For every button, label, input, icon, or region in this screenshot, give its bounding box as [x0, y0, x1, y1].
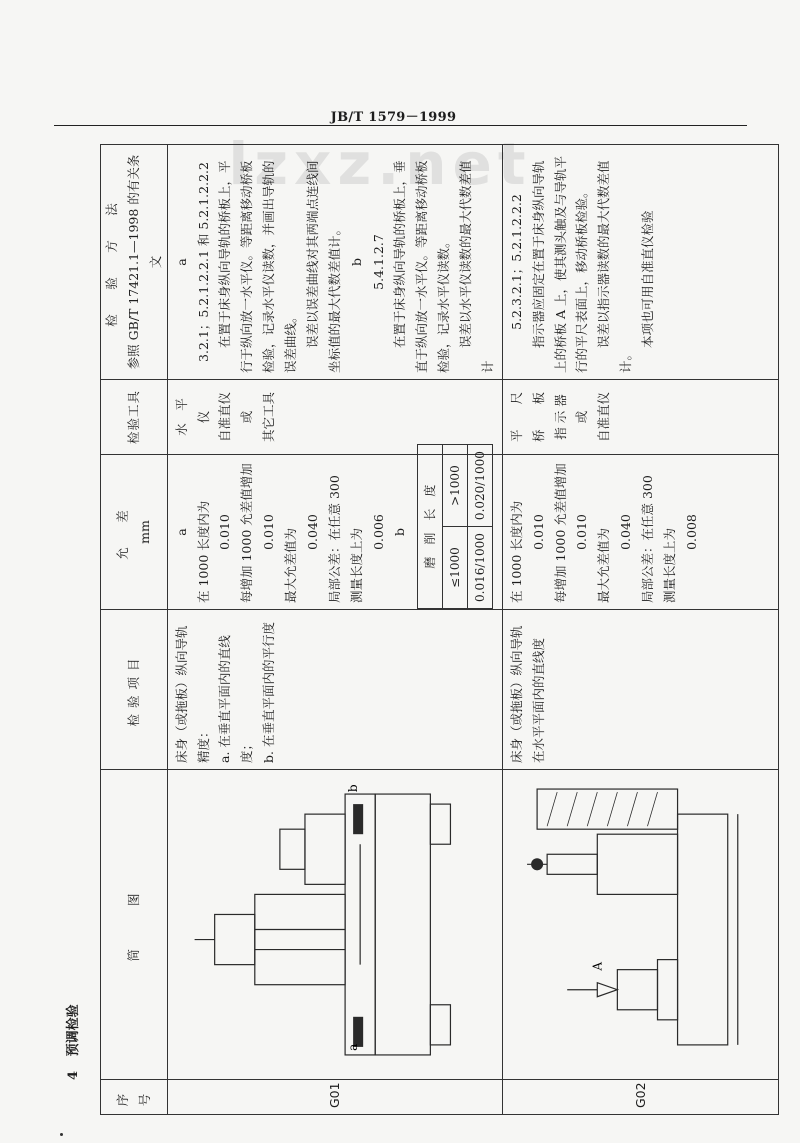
tool-line: 自准直仪	[217, 392, 233, 443]
tool-line: 其它工具	[261, 392, 277, 443]
tolerance-value: 0.010	[261, 514, 277, 550]
method-g01	[167, 145, 502, 380]
grinding-length-table	[417, 444, 493, 609]
diagram-g01	[167, 770, 502, 1080]
tool-line: 或	[239, 410, 255, 424]
header-tolerance-unit: mm	[136, 520, 152, 544]
method-line: 误差以指示器读数的最大代数差值计。	[596, 160, 634, 373]
tolerance-line: 每增加 1000 允差值增加	[552, 463, 568, 603]
header-seq: 序号	[101, 1080, 168, 1115]
item-g01	[167, 610, 502, 770]
method-line: 本项也可用自准直仪检验	[640, 210, 655, 348]
tool-line: 桥 板	[530, 392, 546, 443]
header-tool: 检验工具	[101, 380, 168, 455]
inspection-table-rotated	[100, 145, 745, 1115]
watermark: lzxz.net	[228, 130, 532, 198]
diagram-g02	[502, 770, 779, 1080]
diagram-label-a-bridge: A	[590, 961, 605, 971]
method-g02	[502, 145, 779, 380]
method-line: a	[173, 258, 189, 266]
tools-g02	[502, 380, 779, 455]
method-line: 误差以误差曲线对其两端点连线间坐标值的最大代数差值计。	[304, 160, 342, 373]
header-rule	[54, 125, 747, 126]
tolerance-line: 在 1000 长度内为	[508, 500, 524, 603]
tolerance-line: 在 1000 长度内为	[195, 500, 211, 603]
tool-line: 或	[574, 410, 590, 424]
table-row-g01	[167, 145, 502, 1115]
tolerance-value: 0.006	[370, 514, 386, 550]
tool-line: 自准直仪	[596, 392, 612, 443]
method-line: b	[348, 258, 364, 267]
item-g02: 床身（或拖板）纵向导轨在水平平面内的直线度	[502, 610, 779, 770]
diagram-label-b: b	[345, 784, 360, 793]
method-line: 3.2.1；5.2.1.2.2.1 和 5.2.1.2.2.2	[195, 162, 211, 362]
section-heading	[62, 994, 81, 1080]
g01-machine-diagram	[172, 774, 498, 1075]
grinding-length-col: ≤1000	[443, 527, 468, 609]
item-g01-line: b. 在垂直平面内的平行度	[261, 622, 277, 763]
row-number: G02	[502, 1080, 779, 1115]
header-method	[101, 145, 168, 380]
method-line: 5.2.3.2.1；5.2.1.2.2.2	[508, 194, 524, 330]
tolerance-g02	[502, 455, 779, 610]
item-g01-line: 床身（或拖板）纵向导轨精度：	[173, 625, 211, 763]
tools-g01	[167, 380, 502, 455]
page-header: JB/T 1579－1999	[330, 110, 457, 125]
tool-line: 水 平 仪	[173, 385, 211, 436]
tolerance-value: 0.010	[530, 514, 546, 550]
g02-machine-diagram	[507, 774, 768, 1075]
tolerance-label-b: b	[392, 528, 408, 537]
method-line: 误差以水平仪读数的最大代数差值计	[458, 160, 495, 373]
header-method-ref: 参照 GB/T 17421.1—1998 的有关条文	[125, 154, 163, 370]
tolerance-line: 最大允差值为	[283, 527, 298, 603]
tolerance-value: 0.008	[683, 514, 699, 550]
table-row-g02	[502, 145, 779, 1115]
scan-speck	[60, 1133, 63, 1136]
tolerance-value: 0.040	[304, 514, 320, 550]
row-number: G01	[167, 1080, 502, 1115]
tool-line: 平 尺	[508, 392, 524, 443]
header-item: 检验项目	[101, 610, 168, 770]
tolerance-value: 0.010	[574, 514, 590, 550]
tolerance-line: 局部公差：在任意 300 测量长度上为	[640, 475, 677, 603]
tolerance-label-a: a	[173, 528, 189, 536]
tolerance-line: 局部公差：在任意 300 测量长度上为	[326, 475, 364, 603]
method-line: 指示器应固定在置于床身纵向导轨上的桥板 A 上，使其测头触及与导轨平行的平尺表面上，移动桥板检验。	[530, 156, 590, 373]
diagram-label-a: a	[345, 1043, 360, 1051]
header-tolerance	[101, 455, 168, 610]
header-method-label: 检 验 方 法	[104, 197, 119, 327]
header-diagram: 简 图	[101, 770, 168, 1080]
section-title: 预调检验	[66, 1004, 81, 1057]
grinding-length-value: 0.020/1000	[468, 445, 493, 527]
tolerance-line: 最大允差值为	[596, 527, 612, 603]
tolerance-line: 每增加 1000 允差值增加	[239, 463, 255, 603]
grinding-length-value: 0.016/1000	[468, 527, 493, 609]
table-header-row	[101, 145, 168, 1115]
tool-line: 指 示 器	[552, 394, 568, 440]
header-tolerance-label: 允 差	[114, 504, 130, 560]
tolerance-g01	[167, 451, 502, 610]
grinding-length-col: >1000	[443, 445, 468, 527]
item-g01-line: a. 在垂直平面内的直线度；	[217, 635, 255, 763]
inspection-table	[100, 144, 779, 1115]
tolerance-value: 0.010	[217, 514, 233, 550]
method-line: 在置于床身纵向导轨的桥板上，平行于纵向放一水平仪。等距离移动桥板检验，记录水平仪读数，并画出导轨的误差曲线。	[217, 160, 298, 373]
grinding-length-header: 磨 削 长 度	[418, 445, 443, 609]
method-line: 5.4.1.2.7	[370, 234, 386, 290]
tolerance-value: 0.040	[618, 514, 634, 550]
section-number: 4	[66, 1070, 81, 1080]
method-line: 在置于床身纵向导轨的桥板上，垂直于纵向放一水平仪。等距离移动桥板检验，记录水平仪读数。	[392, 160, 452, 373]
